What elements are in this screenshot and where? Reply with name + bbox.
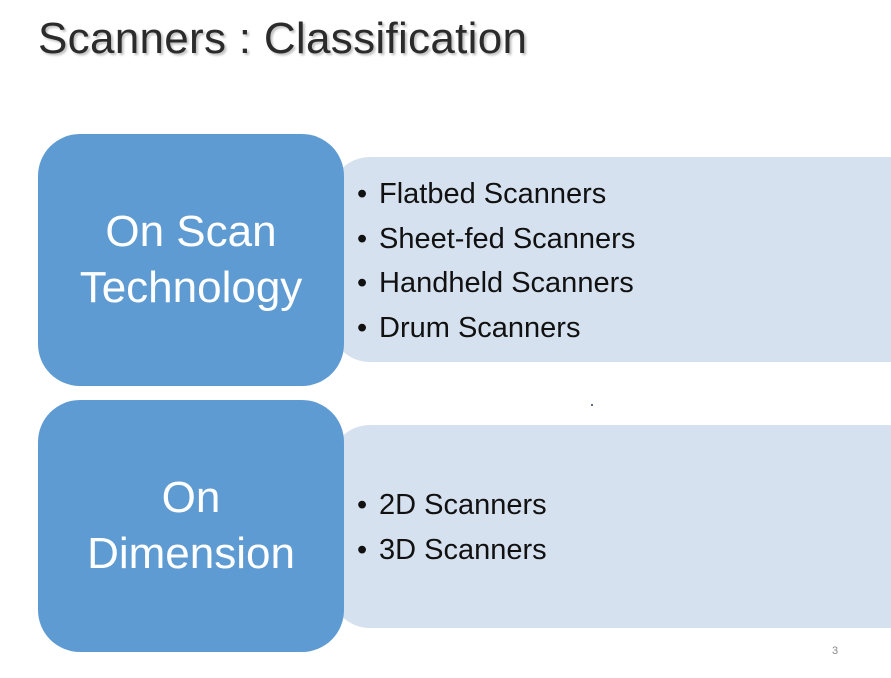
list-item: [357, 217, 635, 262]
list-item: [357, 528, 547, 573]
category-label: On Scan Technology: [79, 206, 303, 312]
bullet-icon: •: [357, 311, 368, 344]
list-item-label: 2D Scanners: [379, 489, 547, 521]
list-item: [357, 483, 547, 528]
list-item: [357, 172, 635, 217]
category-box-scan-technology: [38, 134, 344, 386]
bullet-icon: •: [357, 489, 368, 521]
list-item: [357, 306, 635, 351]
category-label: On Dimension: [87, 472, 295, 578]
bullet-icon: •: [357, 222, 368, 255]
slide-title: Scanners : Classification: [38, 14, 528, 63]
bullet-list-scan-technology: [357, 172, 635, 350]
list-item-label: Sheet-fed Scanners: [379, 222, 636, 255]
list-item-label: Drum Scanners: [379, 311, 581, 344]
list-item-label: Handheld Scanners: [379, 267, 634, 299]
list-item-label: Flatbed Scanners: [379, 178, 607, 210]
stray-dot: [591, 404, 593, 406]
list-item: [357, 261, 635, 306]
list-item-label: 3D Scanners: [379, 533, 547, 566]
page-number: 3: [832, 645, 839, 657]
bullet-list-dimension: [357, 483, 547, 572]
bullet-icon: •: [357, 178, 368, 210]
bullet-icon: •: [357, 533, 368, 566]
bullet-icon: •: [357, 267, 368, 299]
category-box-dimension: [38, 400, 344, 652]
